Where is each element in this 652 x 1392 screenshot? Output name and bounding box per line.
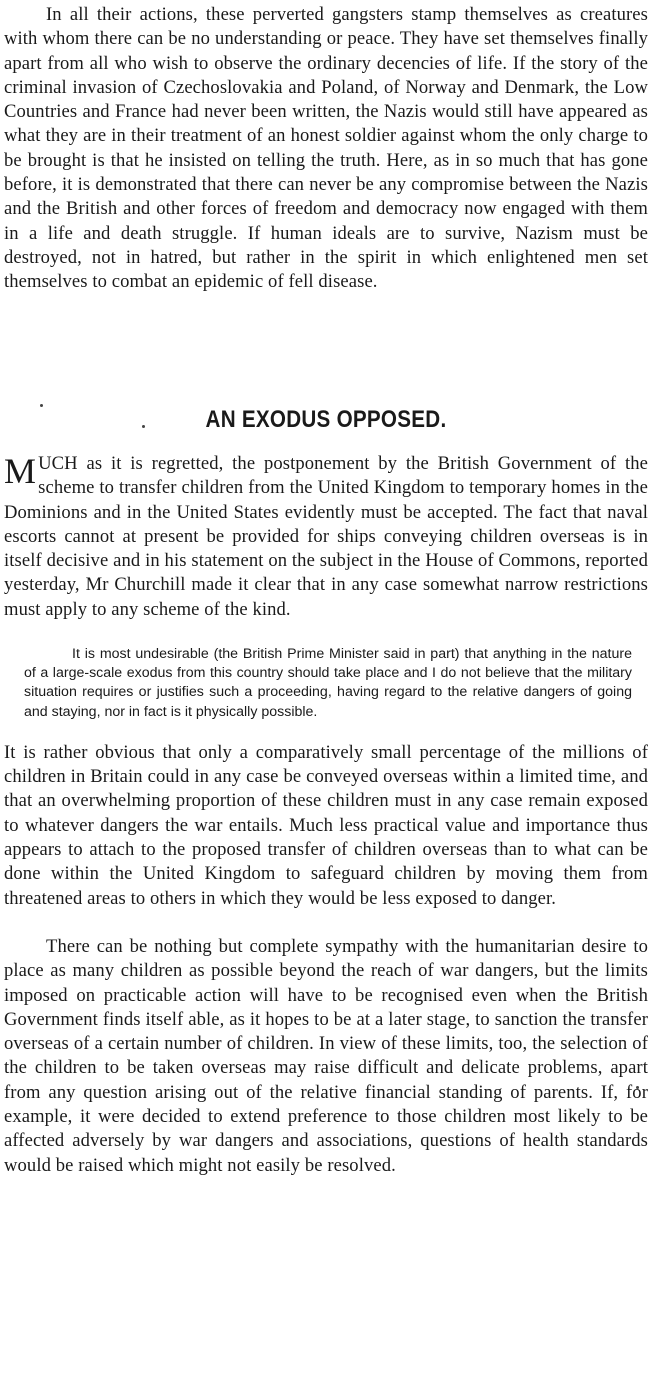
print-speck xyxy=(40,404,43,407)
newspaper-column xyxy=(4,0,648,295)
section-heading: AN EXODUS OPPOSED. xyxy=(205,406,447,433)
article-body xyxy=(4,452,648,1178)
churchill-quote: It is most undesirable (the British Prime Minister said in part) that anything in the nature of a large-scale exodus from this country should take place and I do not believe that the military situation requires or justifies such a proceeding, having regard to the relative dangers of going and staying, nor in fact is it physically possible. xyxy=(24,646,632,720)
opening-paragraph: In all their actions, these perverted gangsters stamp themselves as creatures with whom there can be no understanding or peace. They have set themselves finally apart from all who wish to observe the ordinary decencies of life. If the story of the criminal invasion of Czechoslovakia and Poland, of Norway and Denmark, the Low Countries and France had never been written, the Nazis would still have appeared as what they are in their treatment of an honest soldier against whom the only charge to be brought is that he insisted on telling the truth. Here, as in so much that has gone before, it is demonstrated that there can never be any compromise between the Nazis and the British and other forces of freedom and democracy now engaged with them in a life and death struggle. If human ideals are to survive, Nazism must be destroyed, not in hatred, but rather in the spirit in which enlightened men set themselves to combat an epidemic of fell disease. xyxy=(4,4,648,293)
first-paragraph xyxy=(4,452,648,622)
first-paragraph-text: UCH as it is regretted, the postponement by the British Government of the scheme to transfer children from the United Kingdom to temporary homes in the Dominions and in the United States evidently must be accepted. The fact that naval escorts cannot at present be provided for ships conveying children overseas is in itself decisive and in his statement on the subject in the House of Commons, reported yesterday, Mr Churchill made it clear that in any case somewhat narrow restrictions must apply to any scheme of the kind. xyxy=(4,453,648,620)
drop-cap: M xyxy=(4,451,37,491)
second-paragraph: It is rather obvious that only a comparatively small percentage of the millions of children in Britain could in any case be conveyed overseas within a limited time, and that an overwhelming proportion of these children must in any case remain exposed to whatever dangers the war entails. Much less practical value and importance thus appears to attach to the proposed transfer of children overseas than to what can be done within the United Kingdom to safeguard children by moving them from threatened areas to others in which they would be less exposed to danger. xyxy=(4,741,648,909)
third-paragraph: There can be nothing but complete sympathy with the humanitarian desire to place as many children as possible beyond the reach of war dangers, but the limits imposed on practicable action will have to be recognised even when the British Government finds itself able, as it hopes to be at a later stage, to sanction the transfer overseas of a certain number of children. In view of these limits, too, the selection of the children to be taken overseas may raise difficult and delicate problems, apart from any question arising out of the relative financial standing of parents. If, for example, it were decided to extend preference to those children most likely to be affected adversely by war dangers and associations, questions of health standards would be raised which might not easily be resolved. xyxy=(4,935,648,1176)
